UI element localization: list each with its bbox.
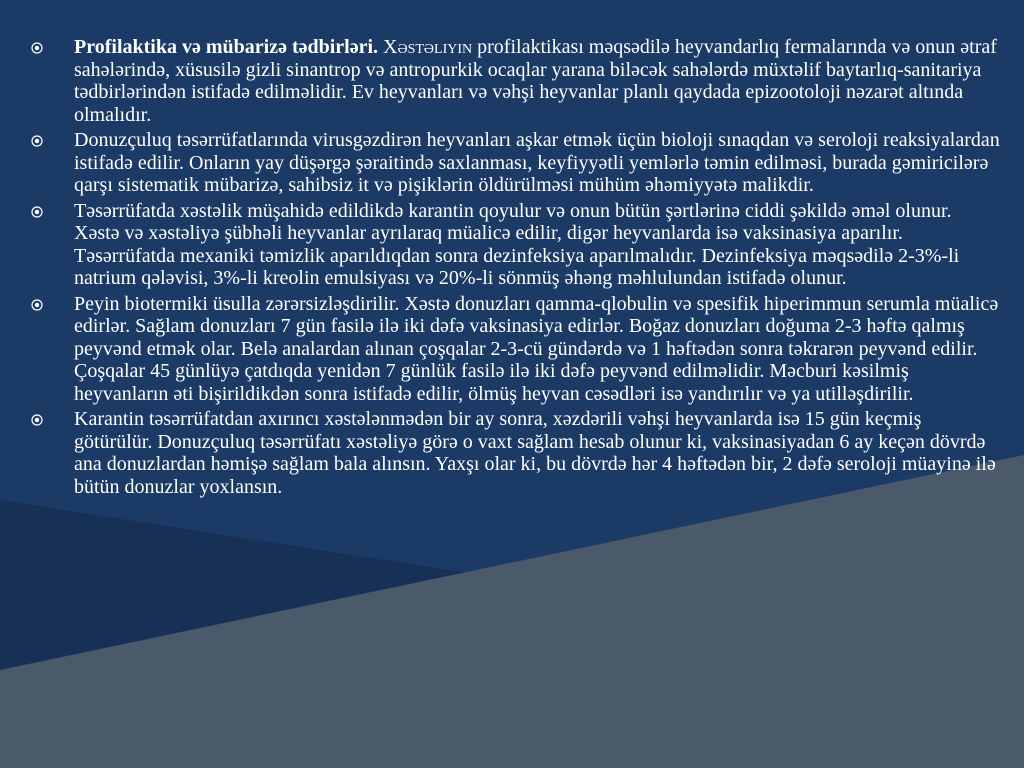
circle-target-icon <box>31 414 43 426</box>
bullet-text: Təsərrüfatda xəstəlik müşahidə edildikdə karantin qoyulur və onun bütün şərtlərinə ciddi şəkildə əməl olunur. Xəstə və xəstəliyə şübhəli heyvanlar ayrılaraq müalicə edilir, digər heyvanlarda isə vaksinasiya aparılır. Təsərrüfatda mexaniki təmizlik aparıldıqdan sonra dezinfeksiya aparılmalıdır. Dezinfeksiya məqsədilə 2-3%-li natrium qələvisi, 3%-li kreolin emulsiyası və 20%-li sönmüş əhəng məhlulundan istifadə olunur. <box>74 199 960 289</box>
bullet-item <box>28 408 1000 498</box>
bullet-item <box>28 200 1000 290</box>
bullet-text: Karantin təsərrüfatdan axırıncı xəstələnmədən bir ay sonra, xəzdərili vəhşi heyvanlarda isə 15 gün keçmiş götürülür. Donuzçuluq təsərrüfatı xəstəliyə görə o vaxt sağlam hesab olunur ki, vaksinasiyadan 6 ay keçən dövrdə ana donuzlardan həmişə sağlam bala alınsın. Yaxşı olar ki, bu dövrdə hər 4 həftədən bir, 2 dəfə seroloji müayinə ilə bütün donuzlar yoxlansın. <box>74 408 996 498</box>
circle-target-icon <box>31 42 43 54</box>
circle-target-icon <box>31 206 43 218</box>
circle-target-icon <box>31 299 43 311</box>
bullet-item <box>28 36 1000 126</box>
bullet-list <box>28 36 1000 498</box>
bullet-item <box>28 293 1000 406</box>
bullet-caps-word: Xəstəliyin <box>383 36 473 58</box>
bullet-item <box>28 129 1000 197</box>
circle-target-icon <box>31 135 43 147</box>
bullet-text: profilaktikası məqsədilə heyvandarlıq fermalarında və onun ətraf sahələrində, xüsusilə gizli sinantrop və antropurkik ocaqlar yarana biləcək sahələrdə müxtəlif baytarlıq-sanitariya tədbirlərindən istifadə edilməlidir. Ev heyvanları və vəhşi heyvanlar planlı qaydada epizootoloji nəzarət altında olmalıdır. <box>74 36 997 126</box>
slide-content <box>28 36 1000 501</box>
bullet-text: Donuzçuluq təsərrüfatlarında virusgəzdirən heyvanları aşkar etmək üçün bioloji sınaqdan və seroloji reaksiyalardan istifadə edilir. Onların yay düşərgə şəraitində saxlanması, keyfiyyətli yemlərlə təmin edilməsi, burada gəmiricilərə qarşı sistematik mübarizə, sahibsiz it və pişiklərin öldürülməsi mühüm əhəmiyyətə malikdir. <box>74 129 1000 196</box>
bullet-lead: Profilaktika və mübarizə tədbirləri. <box>74 36 379 58</box>
bullet-text: Peyin biotermiki üsulla zərərsizləşdirilir. Xəstə donuzları qamma-qlobulin və spesifik hiperimmun serumla müalicə edirlər. Sağlam donuzları 7 gün fasilə ilə iki dəfə vaksinasiya edirlər. Boğaz donuzları doğuma 2-3 həftə qalmış peyvənd etmək olar. Belə analardan alınan çoşqalar 2-3-cü gündərdə və 1 həftədən sonra təkrarən peyvənd edilir. Çoşqalar 45 günlüyə çatdıqda yenidən 7 günlük fasilə ilə iki dəfə peyvənd edilməlidir. Məcburi kəsilmiş heyvanların əti bişirildikdən sonra istifadə edilir, ölmüş heyvan cəsədləri isə yandırılır və ya utilləşdirilir. <box>74 292 999 405</box>
